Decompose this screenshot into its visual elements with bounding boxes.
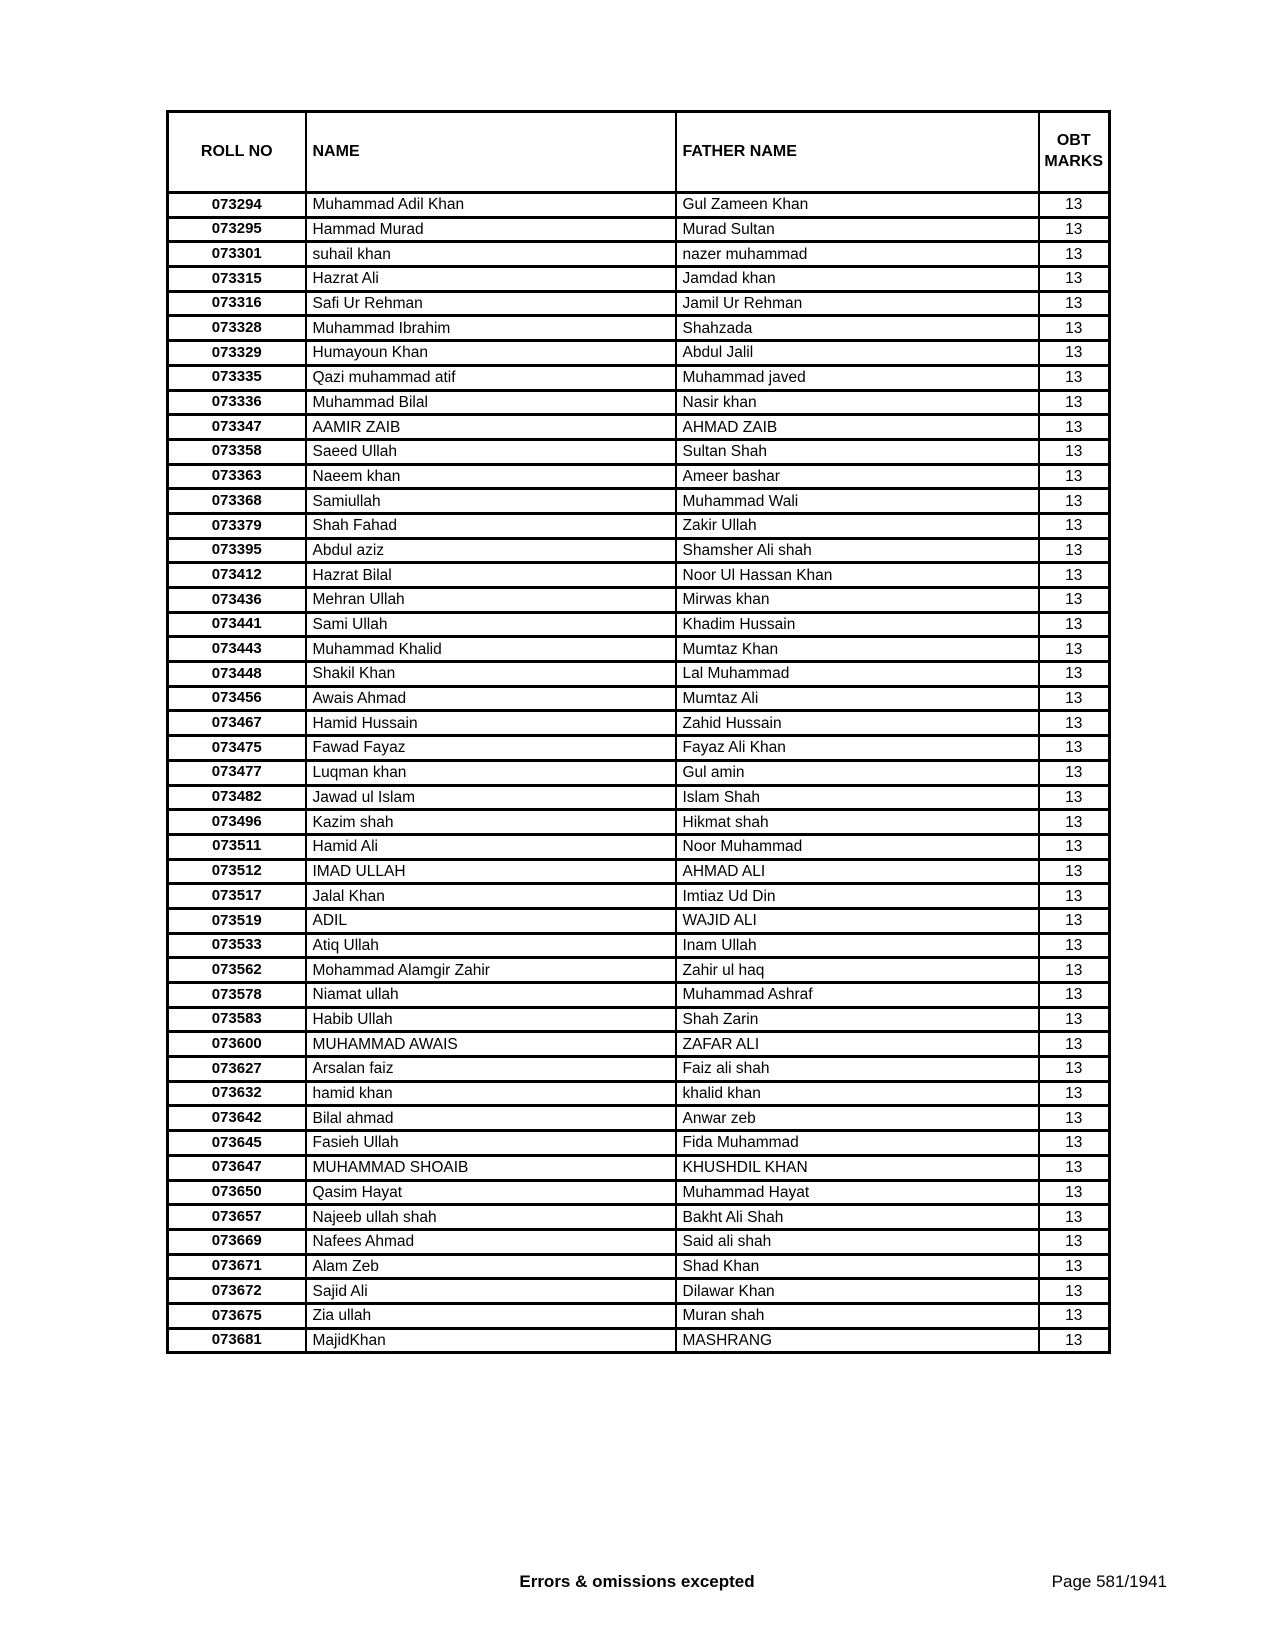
father-name-cell: Gul amin <box>676 760 1039 785</box>
name-cell: hamid khan <box>306 1081 676 1106</box>
name-cell: Muhammad Khalid <box>306 637 676 662</box>
name-cell: MUHAMMAD AWAIS <box>306 1032 676 1057</box>
name-cell: Fawad Fayaz <box>306 736 676 761</box>
name-cell: Hamid Hussain <box>306 711 676 736</box>
table-row <box>168 341 1110 366</box>
marks-cell: 13 <box>1039 760 1110 785</box>
roll-no-cell: 073329 <box>168 341 306 366</box>
table-row <box>168 267 1110 292</box>
marks-cell: 13 <box>1039 1081 1110 1106</box>
father-name-cell: Gul Zameen Khan <box>676 193 1039 218</box>
father-name-cell: Mirwas khan <box>676 588 1039 613</box>
marks-cell: 13 <box>1039 884 1110 909</box>
father-name-cell: Zahir ul haq <box>676 958 1039 983</box>
table-row <box>168 983 1110 1008</box>
name-cell: Arsalan faiz <box>306 1057 676 1082</box>
father-name-cell: Muhammad Wali <box>676 489 1039 514</box>
marks-cell: 13 <box>1039 1032 1110 1057</box>
marks-cell: 13 <box>1039 588 1110 613</box>
column-header-father-name: FATHER NAME <box>676 112 1039 193</box>
name-cell: Hammad Murad <box>306 217 676 242</box>
table-row <box>168 1303 1110 1328</box>
father-name-cell: Fayaz Ali Khan <box>676 736 1039 761</box>
marks-cell: 13 <box>1039 1131 1110 1156</box>
name-cell: Zia ullah <box>306 1303 676 1328</box>
name-cell: Jawad ul Islam <box>306 785 676 810</box>
table-row <box>168 1328 1110 1353</box>
name-cell: Muhammad Bilal <box>306 390 676 415</box>
marks-cell: 13 <box>1039 1205 1110 1230</box>
marks-cell: 13 <box>1039 242 1110 267</box>
name-cell: Hamid Ali <box>306 834 676 859</box>
marks-cell: 13 <box>1039 686 1110 711</box>
roll-no-cell: 073672 <box>168 1279 306 1304</box>
table-row <box>168 908 1110 933</box>
name-cell: ADIL <box>306 908 676 933</box>
name-cell: Mohammad Alamgir Zahir <box>306 958 676 983</box>
table-row <box>168 637 1110 662</box>
roll-no-cell: 073335 <box>168 365 306 390</box>
name-cell: Abdul aziz <box>306 538 676 563</box>
roll-no-cell: 073645 <box>168 1131 306 1156</box>
father-name-cell: Shahzada <box>676 316 1039 341</box>
table-row <box>168 1155 1110 1180</box>
roll-no-cell: 073669 <box>168 1229 306 1254</box>
roll-no-cell: 073347 <box>168 415 306 440</box>
results-table-body <box>168 193 1110 1353</box>
marks-cell: 13 <box>1039 1328 1110 1353</box>
name-cell: Jalal Khan <box>306 884 676 909</box>
table-row <box>168 760 1110 785</box>
name-cell: Mehran Ullah <box>306 588 676 613</box>
table-row <box>168 563 1110 588</box>
father-name-cell: Shah Zarin <box>676 1007 1039 1032</box>
name-cell: Luqman khan <box>306 760 676 785</box>
father-name-cell: Zahid Hussain <box>676 711 1039 736</box>
roll-no-cell: 073642 <box>168 1106 306 1131</box>
father-name-cell: WAJID ALI <box>676 908 1039 933</box>
roll-no-cell: 073533 <box>168 933 306 958</box>
father-name-cell: Muhammad javed <box>676 365 1039 390</box>
table-row <box>168 489 1110 514</box>
marks-cell: 13 <box>1039 193 1110 218</box>
roll-no-cell: 073578 <box>168 983 306 1008</box>
name-cell: Muhammad Ibrahim <box>306 316 676 341</box>
father-name-cell: Murad Sultan <box>676 217 1039 242</box>
name-cell: AAMIR ZAIB <box>306 415 676 440</box>
table-row <box>168 859 1110 884</box>
roll-no-cell: 073647 <box>168 1155 306 1180</box>
father-name-cell: Noor Muhammad <box>676 834 1039 859</box>
marks-cell: 13 <box>1039 291 1110 316</box>
table-row <box>168 711 1110 736</box>
table-row <box>168 513 1110 538</box>
father-name-cell: Nasir khan <box>676 390 1039 415</box>
name-cell: Nafees Ahmad <box>306 1229 676 1254</box>
father-name-cell: Ameer bashar <box>676 464 1039 489</box>
father-name-cell: AHMAD ALI <box>676 859 1039 884</box>
father-name-cell: AHMAD ZAIB <box>676 415 1039 440</box>
roll-no-cell: 073477 <box>168 760 306 785</box>
name-cell: MajidKhan <box>306 1328 676 1353</box>
marks-cell: 13 <box>1039 217 1110 242</box>
roll-no-cell: 073475 <box>168 736 306 761</box>
roll-no-cell: 073412 <box>168 563 306 588</box>
name-cell: IMAD ULLAH <box>306 859 676 884</box>
father-name-cell: Muhammad Hayat <box>676 1180 1039 1205</box>
marks-cell: 13 <box>1039 1057 1110 1082</box>
table-row <box>168 1081 1110 1106</box>
column-header-obt-marks: OBT MARKS <box>1039 112 1110 193</box>
table-row <box>168 612 1110 637</box>
marks-cell: 13 <box>1039 1303 1110 1328</box>
name-cell: Hazrat Ali <box>306 267 676 292</box>
name-cell: Habib Ullah <box>306 1007 676 1032</box>
table-row <box>168 1279 1110 1304</box>
roll-no-cell: 073379 <box>168 513 306 538</box>
name-cell: Shakil Khan <box>306 662 676 687</box>
table-row <box>168 1057 1110 1082</box>
marks-cell: 13 <box>1039 736 1110 761</box>
marks-table <box>166 110 1111 1354</box>
table-row <box>168 291 1110 316</box>
table-row <box>168 1205 1110 1230</box>
father-name-cell: Mumtaz Khan <box>676 637 1039 662</box>
table-row <box>168 365 1110 390</box>
name-cell: Atiq Ullah <box>306 933 676 958</box>
table-row <box>168 415 1110 440</box>
table-row <box>168 439 1110 464</box>
roll-no-cell: 073496 <box>168 810 306 835</box>
roll-no-cell: 073315 <box>168 267 306 292</box>
marks-cell: 13 <box>1039 612 1110 637</box>
marks-cell: 13 <box>1039 341 1110 366</box>
father-name-cell: Khadim Hussain <box>676 612 1039 637</box>
column-header-name: NAME <box>306 112 676 193</box>
father-name-cell: Hikmat shah <box>676 810 1039 835</box>
roll-no-cell: 073482 <box>168 785 306 810</box>
table-row <box>168 686 1110 711</box>
table-row <box>168 242 1110 267</box>
name-cell: Shah Fahad <box>306 513 676 538</box>
roll-no-cell: 073519 <box>168 908 306 933</box>
father-name-cell: nazer muhammad <box>676 242 1039 267</box>
father-name-cell: Abdul Jalil <box>676 341 1039 366</box>
table-row <box>168 538 1110 563</box>
marks-cell: 13 <box>1039 958 1110 983</box>
roll-no-cell: 073650 <box>168 1180 306 1205</box>
name-cell: Qazi muhammad atif <box>306 365 676 390</box>
table-row <box>168 1007 1110 1032</box>
table-row <box>168 662 1110 687</box>
table-row <box>168 1131 1110 1156</box>
roll-no-cell: 073456 <box>168 686 306 711</box>
father-name-cell: Sultan Shah <box>676 439 1039 464</box>
table-row <box>168 1180 1110 1205</box>
table-row <box>168 588 1110 613</box>
name-cell: Kazim shah <box>306 810 676 835</box>
marks-cell: 13 <box>1039 908 1110 933</box>
marks-cell: 13 <box>1039 859 1110 884</box>
father-name-cell: Zakir Ullah <box>676 513 1039 538</box>
marks-cell: 13 <box>1039 834 1110 859</box>
name-cell: Samiullah <box>306 489 676 514</box>
marks-cell: 13 <box>1039 662 1110 687</box>
name-cell: Naeem khan <box>306 464 676 489</box>
name-cell: Humayoun Khan <box>306 341 676 366</box>
table-row <box>168 1254 1110 1279</box>
marks-cell: 13 <box>1039 316 1110 341</box>
table-row <box>168 1106 1110 1131</box>
marks-cell: 13 <box>1039 513 1110 538</box>
table-row <box>168 785 1110 810</box>
name-cell: Awais Ahmad <box>306 686 676 711</box>
table-row <box>168 933 1110 958</box>
father-name-cell: Jamdad khan <box>676 267 1039 292</box>
marks-cell: 13 <box>1039 1279 1110 1304</box>
father-name-cell: Muran shah <box>676 1303 1039 1328</box>
roll-no-cell: 073671 <box>168 1254 306 1279</box>
roll-no-cell: 073328 <box>168 316 306 341</box>
roll-no-cell: 073681 <box>168 1328 306 1353</box>
roll-no-cell: 073294 <box>168 193 306 218</box>
roll-no-cell: 073441 <box>168 612 306 637</box>
name-cell: Saeed Ullah <box>306 439 676 464</box>
father-name-cell: khalid khan <box>676 1081 1039 1106</box>
name-cell: Qasim Hayat <box>306 1180 676 1205</box>
roll-no-cell: 073512 <box>168 859 306 884</box>
roll-no-cell: 073448 <box>168 662 306 687</box>
name-cell: Sajid Ali <box>306 1279 676 1304</box>
father-name-cell: Faiz ali shah <box>676 1057 1039 1082</box>
roll-no-cell: 073627 <box>168 1057 306 1082</box>
father-name-cell: MASHRANG <box>676 1328 1039 1353</box>
marks-cell: 13 <box>1039 538 1110 563</box>
father-name-cell: Bakht Ali Shah <box>676 1205 1039 1230</box>
father-name-cell: Muhammad Ashraf <box>676 983 1039 1008</box>
roll-no-cell: 073675 <box>168 1303 306 1328</box>
roll-no-cell: 073467 <box>168 711 306 736</box>
table-row <box>168 1032 1110 1057</box>
father-name-cell: Islam Shah <box>676 785 1039 810</box>
marks-cell: 13 <box>1039 267 1110 292</box>
column-header-roll-no: ROLL NO <box>168 112 306 193</box>
name-cell: Sami Ullah <box>306 612 676 637</box>
father-name-cell: Dilawar Khan <box>676 1279 1039 1304</box>
name-cell: Fasieh Ullah <box>306 1131 676 1156</box>
name-cell: Bilal ahmad <box>306 1106 676 1131</box>
father-name-cell: Fida Muhammad <box>676 1131 1039 1156</box>
roll-no-cell: 073336 <box>168 390 306 415</box>
roll-no-cell: 073583 <box>168 1007 306 1032</box>
father-name-cell: Shamsher Ali shah <box>676 538 1039 563</box>
table-row <box>168 390 1110 415</box>
table-row <box>168 884 1110 909</box>
marks-cell: 13 <box>1039 1106 1110 1131</box>
table-row <box>168 464 1110 489</box>
father-name-cell: Anwar zeb <box>676 1106 1039 1131</box>
name-cell: Hazrat Bilal <box>306 563 676 588</box>
father-name-cell: Jamil Ur Rehman <box>676 291 1039 316</box>
roll-no-cell: 073295 <box>168 217 306 242</box>
marks-cell: 13 <box>1039 563 1110 588</box>
name-cell: Najeeb ullah shah <box>306 1205 676 1230</box>
marks-cell: 13 <box>1039 1155 1110 1180</box>
marks-cell: 13 <box>1039 1254 1110 1279</box>
marks-cell: 13 <box>1039 365 1110 390</box>
name-cell: Niamat ullah <box>306 983 676 1008</box>
roll-no-cell: 073657 <box>168 1205 306 1230</box>
roll-no-cell: 073443 <box>168 637 306 662</box>
table-row <box>168 958 1110 983</box>
header-row <box>168 112 1110 193</box>
marks-cell: 13 <box>1039 489 1110 514</box>
father-name-cell: Noor Ul Hassan Khan <box>676 563 1039 588</box>
marks-cell: 13 <box>1039 1180 1110 1205</box>
page-number: Page 581/1941 <box>1051 1572 1167 1591</box>
father-name-cell: Mumtaz Ali <box>676 686 1039 711</box>
table-row <box>168 1229 1110 1254</box>
father-name-cell: ZAFAR ALI <box>676 1032 1039 1057</box>
name-cell: Muhammad Adil Khan <box>306 193 676 218</box>
father-name-cell: Lal Muhammad <box>676 662 1039 687</box>
father-name-cell: Imtiaz Ud Din <box>676 884 1039 909</box>
marks-cell: 13 <box>1039 464 1110 489</box>
name-cell: Safi Ur Rehman <box>306 291 676 316</box>
name-cell: Alam Zeb <box>306 1254 676 1279</box>
marks-cell: 13 <box>1039 1007 1110 1032</box>
table-row <box>168 736 1110 761</box>
father-name-cell: KHUSHDIL KHAN <box>676 1155 1039 1180</box>
errors-note: Errors & omissions excepted <box>519 1572 755 1591</box>
roll-no-cell: 073632 <box>168 1081 306 1106</box>
marks-cell: 13 <box>1039 1229 1110 1254</box>
roll-no-cell: 073316 <box>168 291 306 316</box>
marks-cell: 13 <box>1039 810 1110 835</box>
roll-no-cell: 073511 <box>168 834 306 859</box>
father-name-cell: Inam Ullah <box>676 933 1039 958</box>
table-row <box>168 834 1110 859</box>
marks-cell: 13 <box>1039 390 1110 415</box>
table-row <box>168 217 1110 242</box>
marks-cell: 13 <box>1039 983 1110 1008</box>
father-name-cell: Said ali shah <box>676 1229 1039 1254</box>
father-name-cell: Shad Khan <box>676 1254 1039 1279</box>
marks-cell: 13 <box>1039 933 1110 958</box>
roll-no-cell: 073517 <box>168 884 306 909</box>
roll-no-cell: 073436 <box>168 588 306 613</box>
roll-no-cell: 073368 <box>168 489 306 514</box>
table-row <box>168 316 1110 341</box>
name-cell: MUHAMMAD SHOAIB <box>306 1155 676 1180</box>
roll-no-cell: 073363 <box>168 464 306 489</box>
roll-no-cell: 073358 <box>168 439 306 464</box>
marks-cell: 13 <box>1039 711 1110 736</box>
roll-no-cell: 073395 <box>168 538 306 563</box>
marks-cell: 13 <box>1039 415 1110 440</box>
roll-no-cell: 073600 <box>168 1032 306 1057</box>
table-row <box>168 810 1110 835</box>
marks-cell: 13 <box>1039 637 1110 662</box>
marks-cell: 13 <box>1039 785 1110 810</box>
table-row <box>168 193 1110 218</box>
roll-no-cell: 073562 <box>168 958 306 983</box>
name-cell: suhail khan <box>306 242 676 267</box>
marks-cell: 13 <box>1039 439 1110 464</box>
roll-no-cell: 073301 <box>168 242 306 267</box>
